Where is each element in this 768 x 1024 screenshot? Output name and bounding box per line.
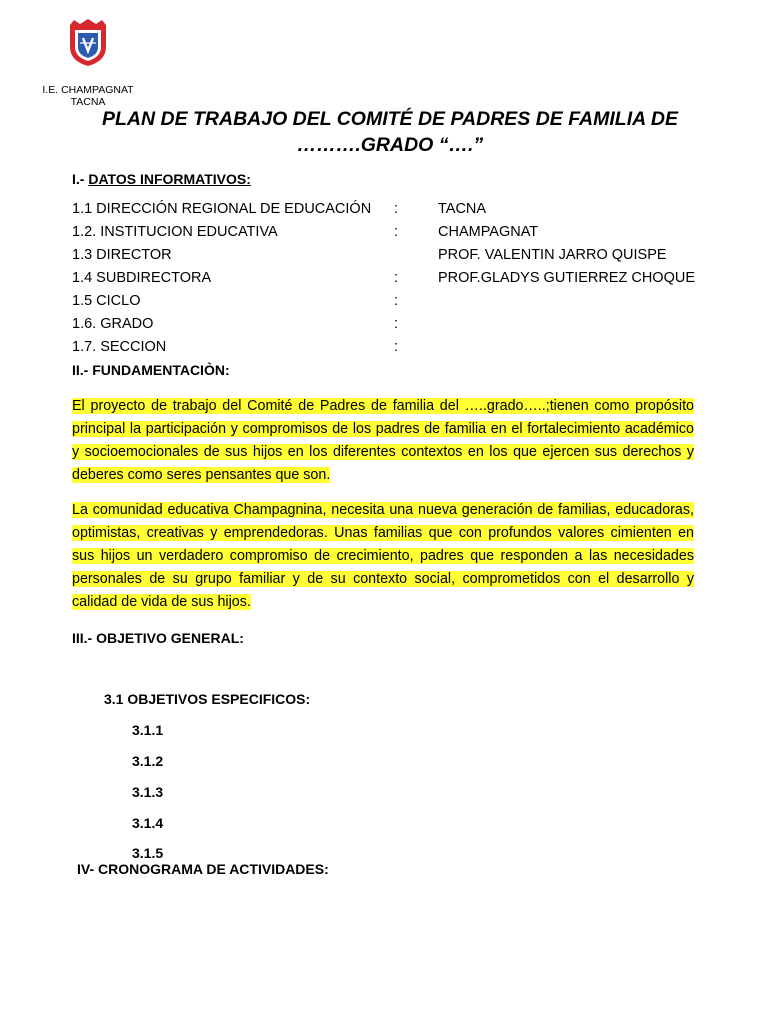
document-title [60, 106, 720, 158]
info-row-label: 1.6. GRADO [72, 316, 154, 332]
section-3-1-heading: 3.1 OBJETIVOS ESPECIFICOS: [104, 691, 311, 707]
section-1-title: DATOS INFORMATIVOS: [88, 171, 251, 187]
fundamentacion-text-1: El proyecto de trabajo del Comité de Padres de familia del …..grado…..;tienen como propósito principal la participación y compromisos de los padres de familia en el fortalecimiento académico y socioemocionales de sus hijos en los diferentes contextos en los que ejercen sus derechos y deberes como seres pensantes que son. [72, 398, 694, 483]
objective-item: 3.1.2 [132, 753, 164, 769]
title-line2: ……….GRADO “….” [296, 134, 484, 156]
info-row-label: 1.4 SUBDIRECTORA [72, 270, 212, 286]
section-4-heading: IV- CRONOGRAMA DE ACTIVIDADES: [77, 861, 329, 877]
objective-item: 3.1.5 [132, 845, 164, 861]
info-row-value: CHAMPAGNAT [438, 224, 539, 240]
objective-item: 3.1.1 [132, 722, 164, 738]
section-1-prefix: I.- [72, 171, 89, 187]
info-row-colon: : [394, 201, 399, 217]
section-2-heading: II.- FUNDAMENTACIÒN: [72, 362, 230, 378]
fundamentacion-text-2a: La comunidad educativa Champagnina, necesita una nueva generación de familias, educadoras, optimistas, creativas y emprendedoras. Unas familias que con profundos valores cimienten en sus hijos un verdadero [72, 502, 694, 564]
info-row-colon: : [394, 316, 399, 332]
info-row-colon: : [394, 224, 399, 240]
fundamentacion-paragraph-2 [72, 499, 694, 614]
info-row-value: PROF.GLADYS GUTIERREZ CHOQUE [438, 270, 696, 286]
info-row-colon: : [394, 339, 399, 355]
school-name-line2: TACNA [70, 96, 106, 108]
info-row-colon: : [394, 270, 399, 286]
info-row-label: 1.1 DIRECCIÓN REGIONAL DE EDUCACIÓN [72, 201, 372, 217]
title-line1: PLAN DE TRABAJO DEL COMITÉ DE PADRES DE FAMILIA DE [101, 108, 678, 130]
info-row-label: 1.5 CICLO [72, 293, 141, 309]
school-shield-icon [66, 19, 110, 67]
info-row-label: 1.2. INSTITUCION EDUCATIVA [72, 224, 278, 240]
info-row-value: TACNA [438, 201, 487, 217]
info-row-colon: : [394, 293, 399, 309]
info-row-label: 1.3 DIRECTOR [72, 247, 172, 263]
fundamentacion-paragraph-1 [72, 395, 694, 487]
objective-item: 3.1.3 [132, 784, 164, 800]
info-row-value: PROF. VALENTIN JARRO QUISPE [438, 247, 667, 263]
section-1-heading [72, 171, 251, 187]
school-name [0, 84, 176, 108]
info-row-label: 1.7. SECCION [72, 339, 167, 355]
fundamentacion-text-2b: compromiso de crecimiento, padres que responden a las necesidades personales de su grupo familiar y de su contexto social, comprometidos con el desarrollo y calidad de vida de sus hijos. [72, 548, 694, 610]
objective-item: 3.1.4 [132, 815, 164, 831]
school-name-line1: I.E. CHAMPAGNAT [42, 84, 134, 96]
section-3-heading: III.- OBJETIVO GENERAL: [72, 630, 244, 646]
